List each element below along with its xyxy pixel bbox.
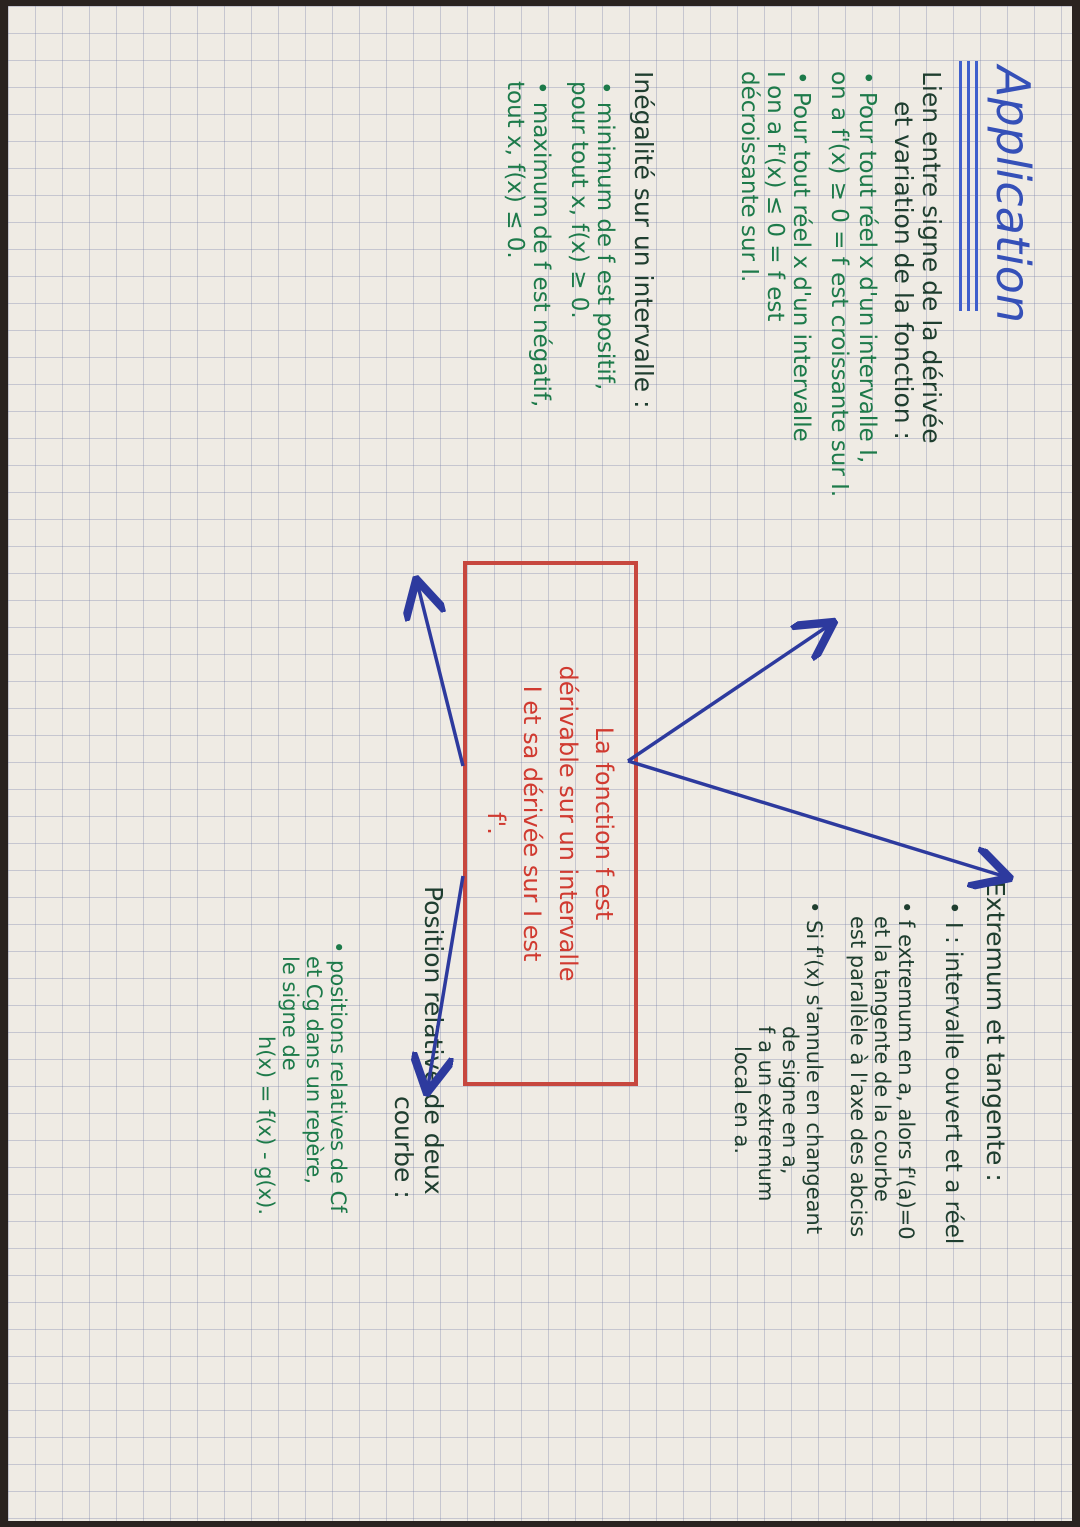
position-heading-2: courbe : xyxy=(389,1096,418,1199)
position-rule-1: • positions relatives de Cf xyxy=(326,941,350,1213)
minimum-rule-2: pour tout x, f(x) ≥ 0. xyxy=(566,81,592,319)
decreasing-rule-1: • Pour tout réel x d'un intervalle xyxy=(788,71,814,442)
sign-variation-heading-2: et variation de la fonction : xyxy=(889,101,918,440)
connector-arrows xyxy=(8,6,1058,1506)
increasing-rule-1: • Pour tout réel x d'un intervalle I, xyxy=(854,71,880,464)
sign-variation-heading-1: Lien entre signe de la dérivée xyxy=(917,71,946,444)
extremum-tangent-3: est parallèle à l'axe des abciss xyxy=(846,916,870,1238)
box-line-3: I et sa dérivée sur I est xyxy=(518,685,546,962)
arrow-to-inequality xyxy=(418,586,463,766)
box-line-2: dérivable sur un intervalle xyxy=(554,665,582,982)
increasing-rule-2: on a f'(x) ≥ 0 = f est croissante sur I. xyxy=(826,71,852,498)
box-line-1: La fonction f est xyxy=(590,726,618,921)
extremum-local-4: local en a. xyxy=(730,1046,754,1155)
maximum-rule-1: • maximum de f est négatif, xyxy=(528,81,554,408)
position-rule-2: et Cg dans un repère, xyxy=(302,956,326,1185)
extremum-heading: Extremum et tangente : xyxy=(981,881,1010,1182)
arrow-to-extremum xyxy=(628,761,1003,876)
extremum-local-2: de signe en a, xyxy=(778,1026,802,1175)
rotated-notes xyxy=(8,6,1058,1506)
page-title: Application xyxy=(986,66,1040,324)
box-line-4: f'. xyxy=(482,812,510,835)
extremum-tangent-2: et la tangente de la courbe xyxy=(870,916,894,1202)
extremum-local-1: • Si f'(x) s'annule en changeant xyxy=(802,901,826,1235)
maximum-rule-2: tout x, f(x) ≤ 0. xyxy=(502,81,528,259)
position-rule-4: h(x) = f(x) - g(x). xyxy=(254,1036,278,1216)
arrow-to-position xyxy=(428,876,463,1086)
notebook-page xyxy=(8,6,1072,1521)
inequality-heading: Inégalité sur un intervalle : xyxy=(629,71,658,409)
extremum-interval: • I : intervalle ouvert et a réel xyxy=(940,901,966,1245)
decreasing-rule-3: décroissante sur I. xyxy=(736,71,762,283)
position-rule-3: le signe de xyxy=(278,956,302,1071)
position-heading-1: Position relative de deux xyxy=(419,886,448,1195)
arrow-to-variation xyxy=(628,626,828,761)
decreasing-rule-2: I on a f'(x) ≤ 0 = f est xyxy=(762,71,788,322)
minimum-rule-1: • minimum de f est positif, xyxy=(592,81,618,391)
extremum-local-3: f a un extremum xyxy=(754,1026,778,1202)
extremum-tangent-1: • f extremum en a, alors f'(a)=0 xyxy=(894,901,918,1240)
